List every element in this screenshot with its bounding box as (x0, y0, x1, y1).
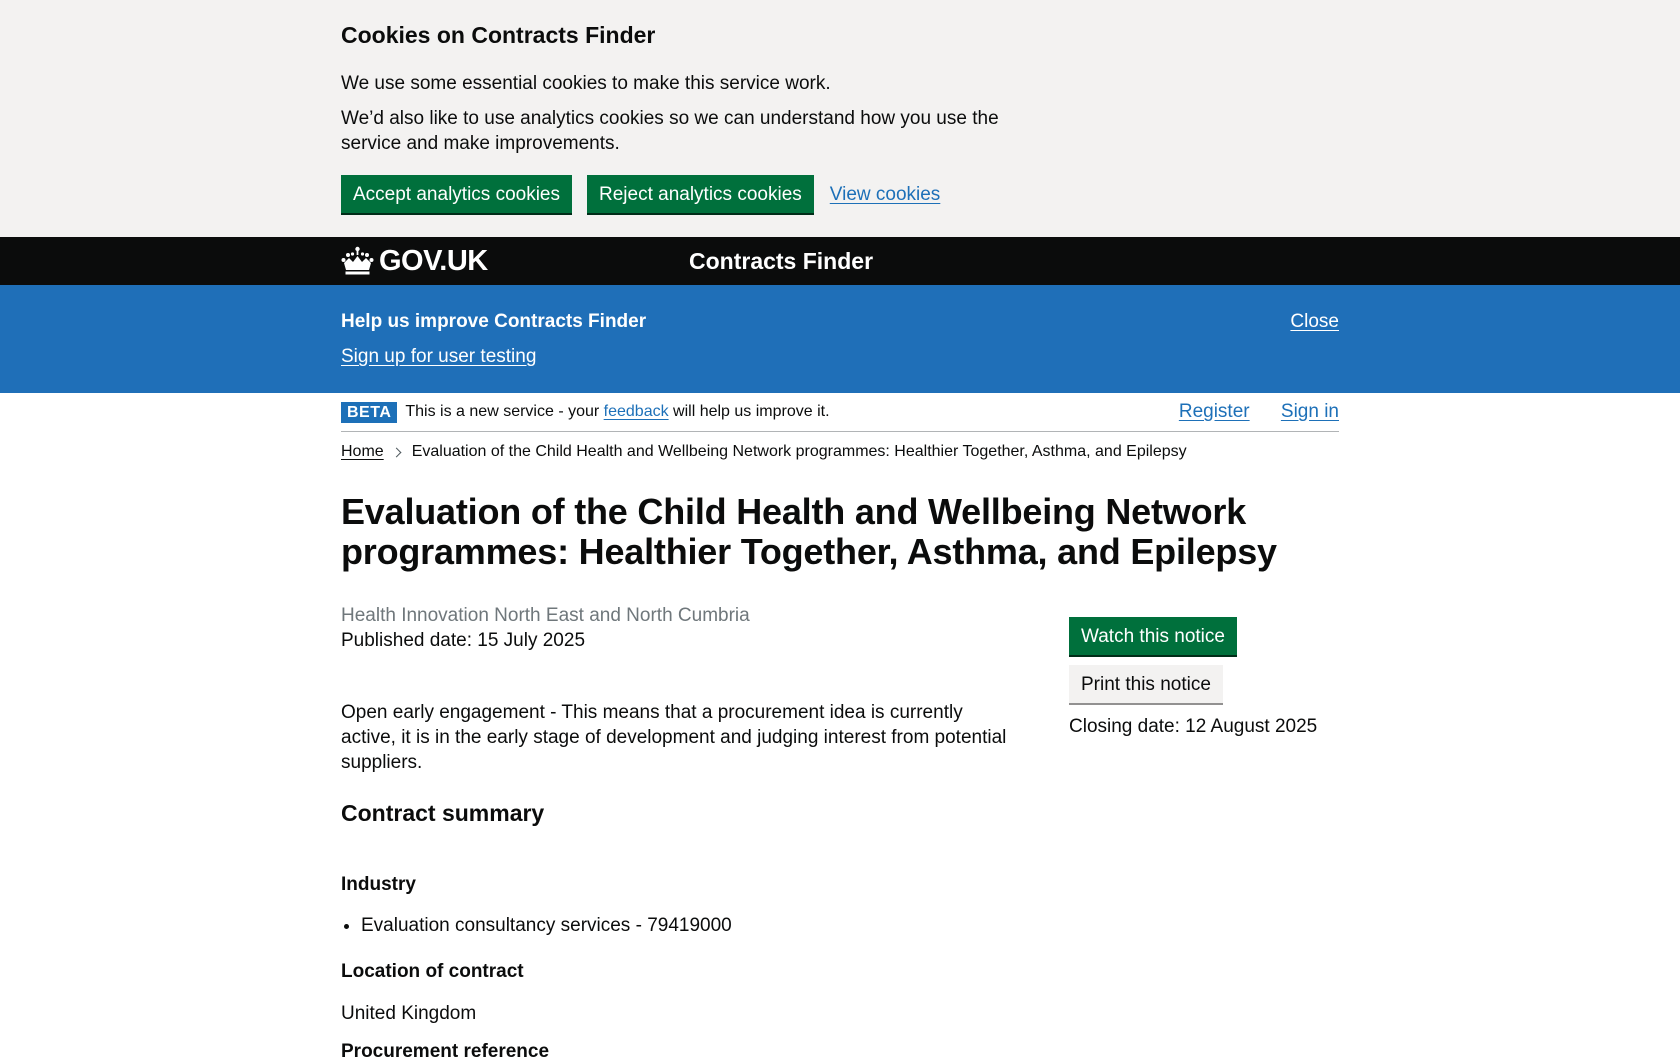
procurement-reference-label: Procurement reference (341, 1041, 550, 1062)
notice-sidebar (1069, 603, 1317, 1064)
industry-label: Industry (341, 874, 416, 895)
organisation-name: Health Innovation North East and North Cumbria (341, 605, 750, 626)
service-name-link[interactable]: Contracts Finder (689, 247, 874, 274)
phase-text-after: will help us improve it. (668, 403, 830, 420)
industry-list (341, 913, 1017, 938)
notice-content (341, 603, 1339, 1064)
page-title: Evaluation of the Child Health and Wellbeing Network programmes: Healthier Together, Asthma, and Epilepsy (341, 491, 1277, 572)
notice-main-column (341, 603, 1017, 1064)
govuk-logo-link[interactable] (341, 245, 488, 278)
govuk-logo-text: GOV.UK (379, 244, 488, 277)
reject-cookies-button[interactable]: Reject analytics cookies (587, 175, 814, 213)
feedback-link[interactable]: feedback (603, 403, 669, 420)
cookie-banner-text: We use some essential cookies to make this service work. (341, 73, 831, 94)
closing-date: Closing date: 12 August 2025 (1069, 716, 1318, 737)
view-cookies-link[interactable]: View cookies (829, 183, 941, 205)
cookie-banner-actions (341, 175, 1339, 213)
breadcrumb-home-link[interactable]: Home (341, 443, 384, 460)
location-value: United Kingdom (341, 1003, 477, 1024)
user-testing-signup-link[interactable]: Sign up for user testing (341, 346, 537, 367)
chevron-right-icon (391, 447, 401, 457)
phase-banner (341, 393, 1339, 432)
published-date: Published date: 15 July 2025 (341, 630, 586, 651)
print-notice-button[interactable]: Print this notice (1069, 665, 1223, 703)
beta-tag: BETA (341, 402, 397, 423)
register-link[interactable]: Register (1178, 401, 1250, 422)
sign-in-link[interactable]: Sign in (1280, 401, 1339, 422)
location-label: Location of contract (341, 961, 524, 982)
notice-type-description: Open early engagement - This means that a procurement idea is currently active, it is in the early stage of development and judging interest from potential suppliers. (341, 702, 1007, 773)
cookie-banner-title: Cookies on Contracts Finder (341, 22, 656, 48)
watch-notice-button[interactable]: Watch this notice (1069, 617, 1237, 655)
crown-icon (341, 246, 374, 276)
breadcrumb-current: Evaluation of the Child Health and Wellbeing Network programmes: Healthier Together, Asthma, and Epilepsy (411, 443, 1187, 460)
list-item: • Evaluation consultancy services - 79419000 (361, 913, 1017, 938)
phase-text-before: This is a new service - your (405, 403, 604, 420)
cookie-banner (0, 0, 1680, 237)
research-banner-close-link[interactable]: Close (1290, 311, 1339, 332)
research-banner (0, 285, 1680, 393)
research-banner-title: Help us improve Contracts Finder (341, 311, 647, 332)
contract-summary-heading: Contract summary (341, 800, 545, 826)
phase-banner-text (405, 403, 829, 421)
breadcrumb (341, 442, 1339, 462)
cookie-banner-text-analytics: We’d also like to use analytics cookies so we can understand how you use the service and make improvements. (341, 108, 999, 154)
account-links (1153, 401, 1339, 423)
site-header (0, 237, 1680, 285)
accept-cookies-button[interactable]: Accept analytics cookies (341, 175, 572, 213)
